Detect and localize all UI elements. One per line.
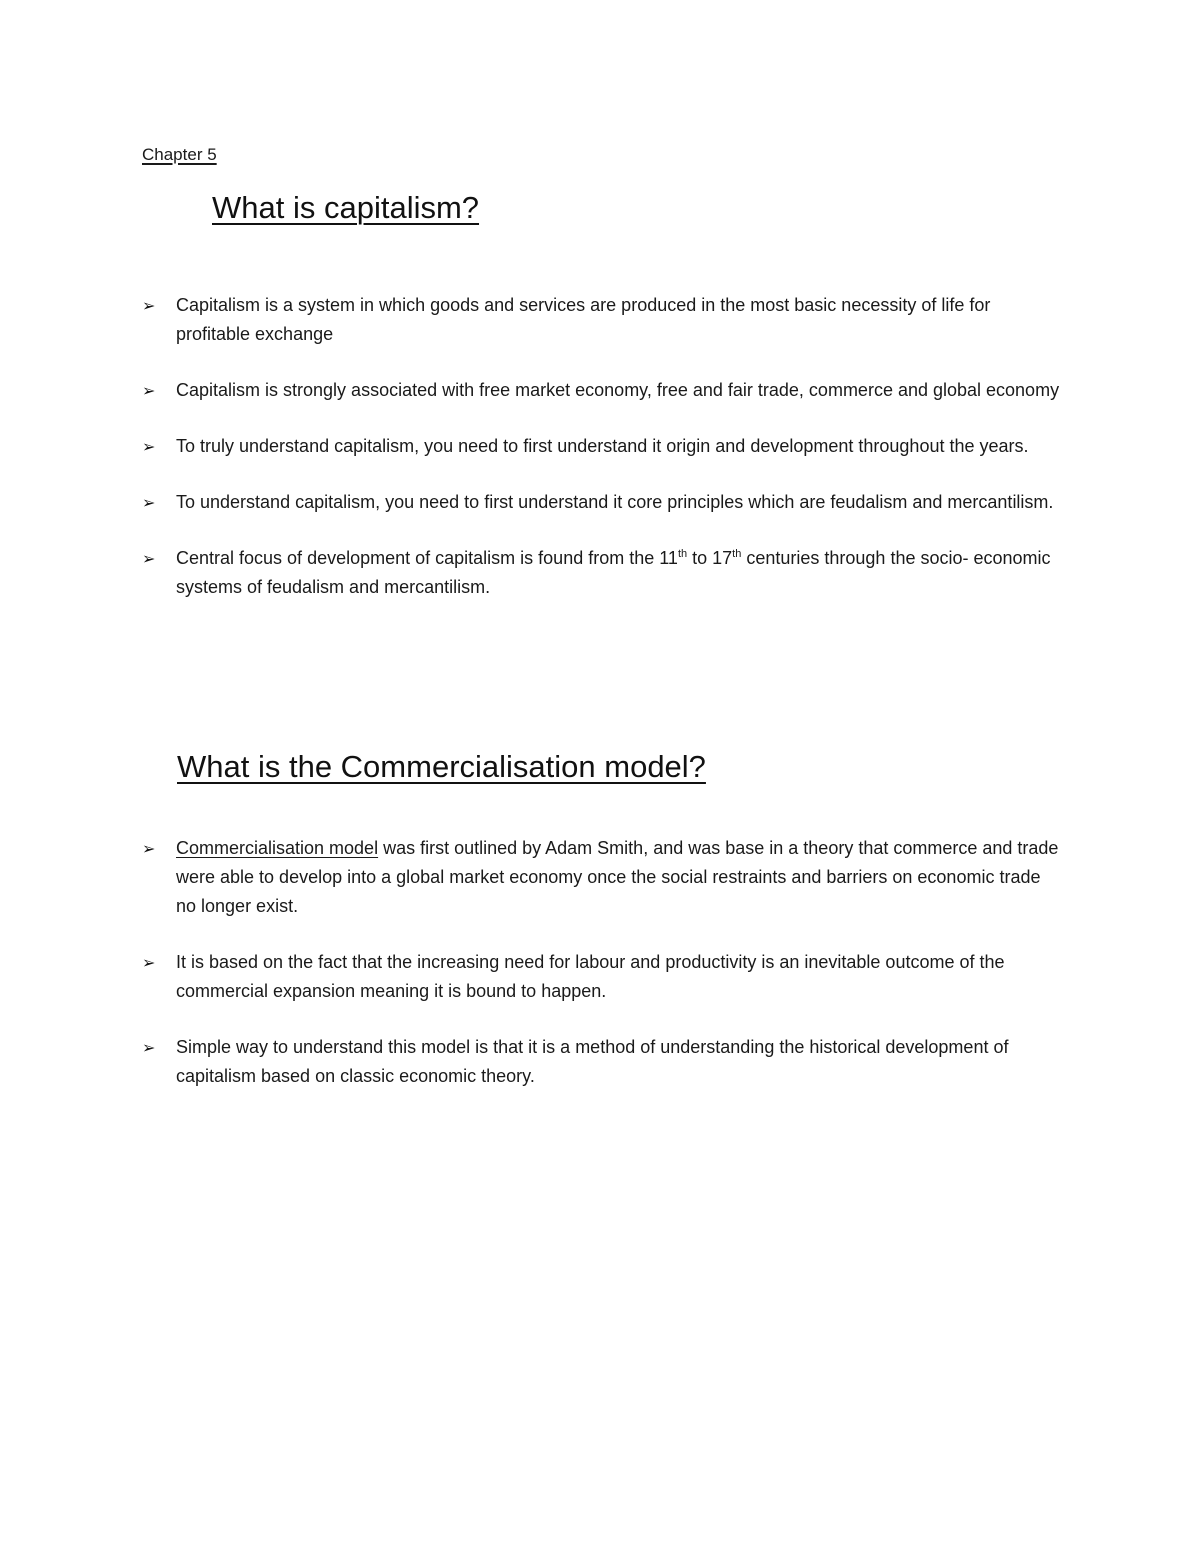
- text-segment: Central focus of development of capitalism is found from the 11: [176, 548, 678, 568]
- list-item: [140, 291, 1060, 349]
- heading-commercialisation-model: What is the Commercialisation model?: [177, 749, 706, 784]
- arrowhead-bullet-icon: ➢: [142, 383, 156, 400]
- arrowhead-bullet-icon: ➢: [142, 439, 156, 456]
- arrowhead-bullet-icon: ➢: [142, 495, 156, 512]
- list-item-text: It is based on the fact that the increasing need for labour and productivity is an inevitable outcome of the commercial expansion meaning it is bound to happen.: [176, 952, 1005, 1001]
- superscript-th: th: [732, 548, 742, 560]
- list-item-text: [176, 838, 1058, 916]
- arrowhead-bullet-icon: ➢: [142, 298, 156, 315]
- list-item: [140, 544, 1060, 602]
- list-item-text: [176, 548, 1051, 597]
- text-segment: to 17: [687, 548, 733, 568]
- arrowhead-bullet-icon: ➢: [142, 1040, 156, 1057]
- text-segment: centuries through the socio- economic systems of feudalism and mercantilism.: [176, 548, 1051, 597]
- list-item-text: To understand capitalism, you need to first understand it core principles which are feudalism and mercantilism.: [176, 492, 1054, 512]
- list-item: [140, 488, 1060, 517]
- chapter-label: Chapter 5: [142, 145, 217, 164]
- underlined-term: Commercialisation model: [176, 838, 379, 858]
- list-item-text: Capitalism is a system in which goods and services are produced in the most basic necessity of life for profitable exchange: [176, 295, 991, 344]
- capitalism-bullet-list: [140, 291, 1060, 629]
- list-item: [140, 948, 1060, 1006]
- list-item-text: Simple way to understand this model is that it is a method of understanding the historical development of capitalism based on classic economic theory.: [176, 1037, 1009, 1086]
- list-item: [140, 834, 1060, 921]
- heading-what-is-capitalism: What is capitalism?: [212, 190, 480, 225]
- list-item: [140, 1033, 1060, 1091]
- arrowhead-bullet-icon: ➢: [142, 955, 156, 972]
- list-item-text: To truly understand capitalism, you need to first understand it origin and development throughout the years.: [176, 436, 1029, 456]
- list-item-text: Capitalism is strongly associated with free market economy, free and fair trade, commerce and global economy: [176, 380, 1060, 400]
- arrowhead-bullet-icon: ➢: [142, 841, 156, 858]
- text-segment: was first outlined by Adam Smith, and was base in a theory that commerce and trade were able to develop into a global market economy once the social restraints and barriers on economic trade no longer exist.: [176, 838, 1059, 916]
- commercialisation-bullet-list: [140, 834, 1060, 1118]
- superscript-th: th: [677, 548, 688, 560]
- list-item: [140, 432, 1060, 461]
- list-item: [140, 376, 1060, 405]
- arrowhead-bullet-icon: ➢: [142, 551, 156, 568]
